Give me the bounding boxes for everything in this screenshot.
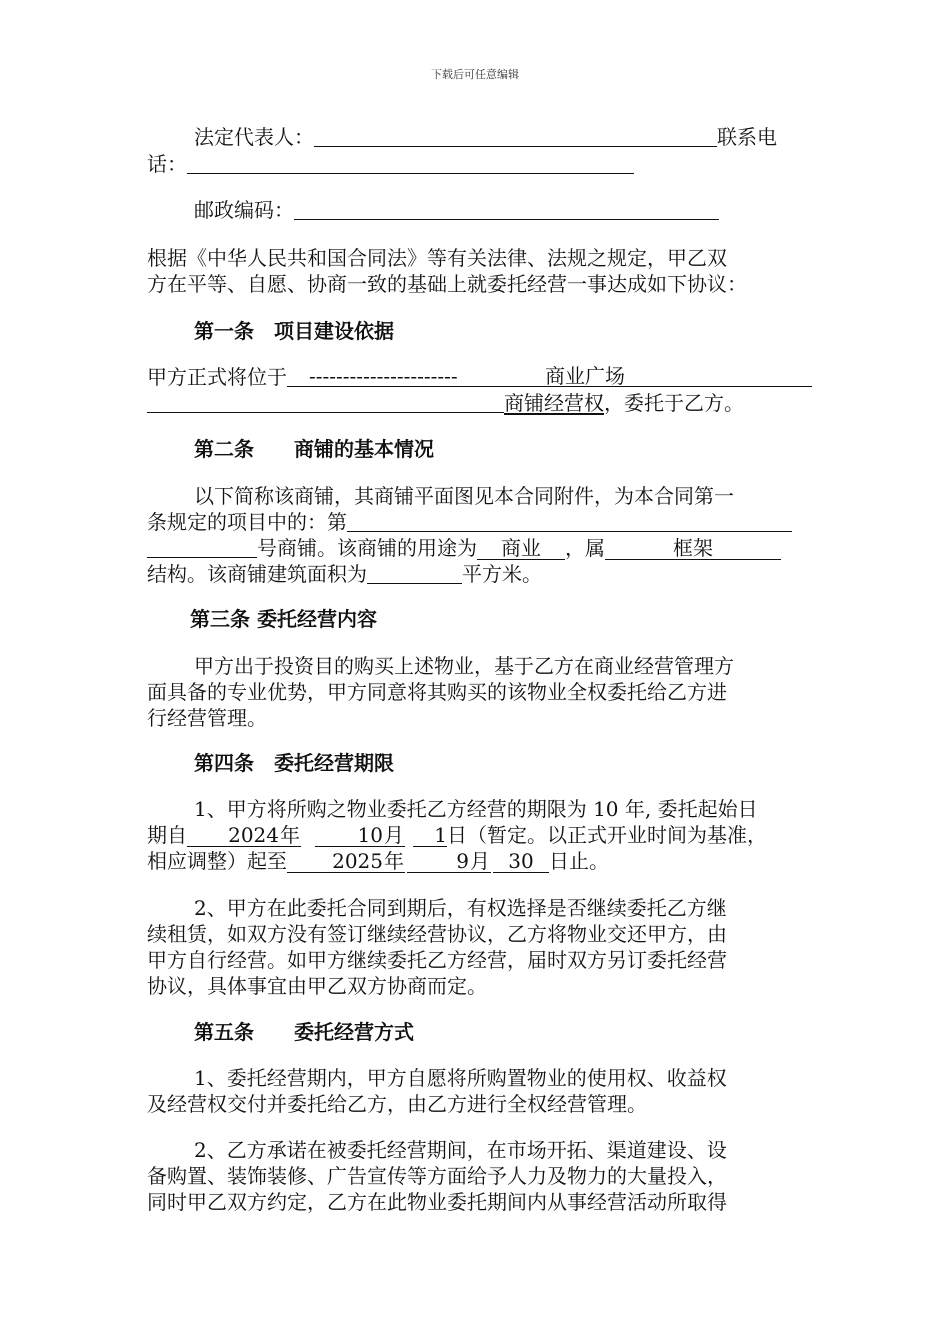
article-2-line-1: 以下简称该商铺，其商铺平面图见本合同附件，为本合同第一	[194, 484, 734, 508]
article-4-p1-line-3	[147, 848, 812, 874]
contact-line	[147, 151, 812, 177]
article-3-line-1: 甲方出于投资目的购买上述物业，基于乙方在商业经营管理方	[194, 654, 734, 678]
article-5-p1-line-2: 及经营权交付并委托给乙方，由乙方进行全权经营管理。	[147, 1092, 647, 1116]
article-5-title: 第五条 委托经营方式	[194, 1020, 414, 1044]
article-1-end: ，委托于乙方。	[604, 391, 744, 415]
location-dashes: ----------------------	[309, 364, 458, 388]
article-2-text-2: 条规定的项目中的：第	[147, 510, 347, 534]
start-year-label: 年	[280, 823, 300, 847]
article-4-p2-line-1: 2、甲方在此委托合同到期后，有权选择是否继续委托乙方继	[194, 896, 727, 920]
article-4-p1-line-2	[147, 822, 812, 848]
article-1-line-2	[147, 390, 812, 416]
area-blank	[367, 563, 462, 584]
shop-number-blank-2	[147, 537, 257, 558]
location-place: 商业广场	[545, 364, 625, 388]
article-4-p2-line-3: 甲方自行经营。如甲方继续委托乙方经营，届时双方另订委托经营	[147, 948, 727, 972]
article-1-line-1	[147, 364, 812, 390]
contact-label: 联系电	[717, 125, 777, 149]
area-unit: 平方米。	[462, 562, 542, 586]
legal-rep-blank	[314, 126, 717, 147]
shop-target: 商铺经营权	[504, 391, 604, 415]
start-day-suffix: 日（暂定。以正式开业时间为基准，	[447, 823, 767, 847]
article-2-line-3	[147, 535, 812, 561]
shop-blank	[147, 392, 504, 413]
shop-number-blank	[347, 511, 792, 532]
article-3-line-3: 行经营管理。	[147, 706, 267, 730]
article-1-text: 甲方正式将位于	[147, 365, 287, 389]
end-day: 30	[493, 850, 549, 873]
postal-label: 邮政编码：	[194, 198, 294, 222]
area-label: 结构。该商铺建筑面积为	[147, 562, 367, 586]
postal-blank	[294, 199, 719, 220]
contact-label-cont: 话：	[147, 152, 187, 176]
structure-value: 框架	[605, 537, 781, 560]
article-1-title: 第一条 项目建设依据	[194, 319, 394, 343]
start-month: 10	[315, 824, 383, 847]
intro-line-2: 方在平等、自愿、协商一致的基础上就委托经营一事达成如下协议：	[147, 272, 747, 296]
end-year: 2025	[287, 850, 383, 873]
usage-label: 号商铺。该商铺的用途为	[257, 536, 477, 560]
intro-line-1: 根据《中华人民共和国合同法》等有关法律、法规之规定，甲乙双	[147, 246, 727, 270]
article-3-line-2: 面具备的专业优势，甲方同意将其购买的该物业全权委托给乙方进	[147, 680, 727, 704]
article-5-p2-line-1: 2、乙方承诺在被委托经营期间，在市场开拓、渠道建设、设	[194, 1138, 727, 1162]
usage-value: 商业	[477, 537, 565, 560]
end-day-suffix: 日止。	[549, 849, 609, 873]
structure-label: ，属	[565, 536, 605, 560]
article-3-title: 第三条 委托经营内容	[190, 607, 377, 631]
end-month-label: 月	[470, 849, 490, 873]
page-header-note: 下载后可任意编辑	[431, 68, 519, 81]
legal-rep-line	[147, 124, 859, 150]
article-2-line-2	[147, 509, 812, 535]
article-4-title: 第四条 委托经营期限	[194, 751, 394, 775]
start-day: 1	[413, 824, 447, 847]
end-month: 9	[407, 850, 469, 873]
article-4-p2-line-4: 协议，具体事宜由甲乙双方协商而定。	[147, 974, 487, 998]
location-blank	[287, 366, 812, 387]
start-label: 期自	[147, 823, 187, 847]
article-5-p2-line-3: 同时甲乙双方约定，乙方在此物业委托期间内从事经营活动所取得	[147, 1190, 727, 1214]
article-2-title: 第二条 商铺的基本情况	[194, 437, 434, 461]
article-4-p1-line-1: 1、甲方将所购之物业委托乙方经营的期限为 10 年, 委托起始日	[194, 797, 758, 821]
contact-blank	[187, 153, 634, 174]
legal-rep-label: 法定代表人：	[194, 125, 314, 149]
article-5-p2-line-2: 备购置、装饰装修、广告宣传等方面给予人力及物力的大量投入，	[147, 1164, 727, 1188]
start-month-label: 月	[384, 823, 404, 847]
start-year: 2024	[187, 824, 279, 847]
end-label: 相应调整）起至	[147, 849, 287, 873]
end-year-label: 年	[384, 849, 404, 873]
article-5-p1-line-1: 1、委托经营期内，甲方自愿将所购置物业的使用权、收益权	[194, 1066, 727, 1090]
article-2-line-4	[147, 561, 812, 587]
article-4-p2-line-2: 续租赁，如双方没有签订继续经营协议，乙方将物业交还甲方，由	[147, 922, 727, 946]
postal-line	[147, 197, 859, 223]
